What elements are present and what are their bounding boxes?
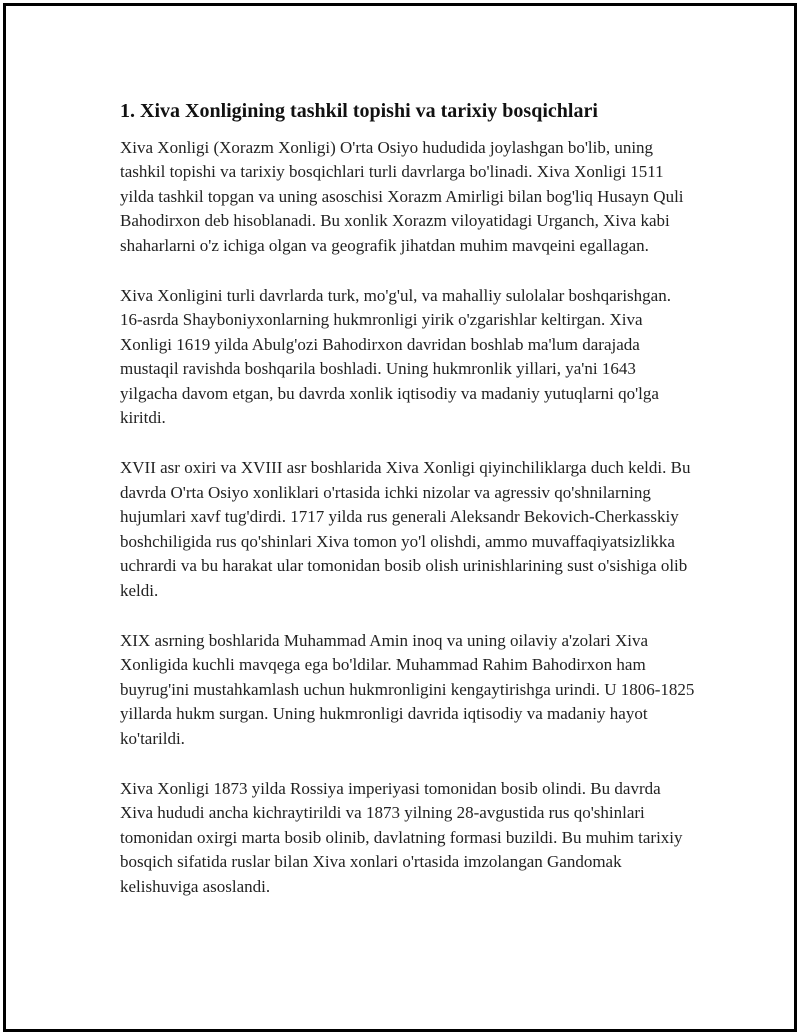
paragraph-4: XIX asrning boshlarida Muhammad Amin inoq va uning oilaviy a'zolari Xiva Xonligida kuchli mavqega ega bo'ldilar. Muhammad Rahim Bahodirxon ham buyrug'ini mustahkamlash uchun hukmronligini kengaytirishga urindi. U 1806-1825 yillarda hukm surgan. Uning hukmronligi davrida iqtisodiy va madaniy hayot ko'tarildi. xyxy=(120,630,695,748)
document-title: 1. Xiva Xonligining tashkil topishi va tarixiy bosqichlari xyxy=(120,100,598,122)
paragraph-5: Xiva Xonligi 1873 yilda Rossiya imperiyasi tomonidan bosib olindi. Bu davrda Xiva hududi ancha kichraytirildi va 1873 yilning 28-avgustida rus qo'shinlari tomonidan oxirgi marta bosib olinib, davlatning formasi buzildi. Bu muhim tarixiy bosqich sifatida ruslar bilan Xiva xonlari o'rtasida imzolangan Gandomak kelishuviga asoslandi. xyxy=(120,778,683,896)
paragraph-1: Xiva Xonligi (Xorazm Xonligi) O'rta Osiyo hududida joylashgan bo'lib, uning tashkil topishi va tarixiy bosqichlari turli davrlarga bo'linadi. Xiva Xonligi 1511 yilda tashkil topgan va uning asoschisi Xorazm Amirligi bilan bog'liq Husayn Quli Bahodirxon deb hisoblanadi. Bu xonlik Xorazm viloyatidagi Urganch, Xiva kabi shaharlarni o'z ichiga olgan va geografik jihatdan muhim mavqeini egallagan. xyxy=(120,138,684,255)
document-body xyxy=(120,98,695,925)
paragraph-3: XVII asr oxiri va XVIII asr boshlarida Xiva Xonligi qiyinchiliklarga duch keldi. Bu davrda O'rta Osiyo xonliklari o'rtasida ichki nizolar va agressiv qo'shnilarning hujumlari xavf tug'dirdi. 1717 yilda rus generali Aleksandr Bekovich-Cherkasskiy boshchiligida rus qo'shinlari Xiva tomon yo'l olishdi, ammo muvaffaqiyatsizlikka uchrardi va bu harakat ular tomonidan bosib olish urinishlarining sust o'sishiga olib keldi. xyxy=(120,458,691,600)
page-border xyxy=(3,3,797,1032)
paragraph-2: Xiva Xonligini turli davrlarda turk, mo'g'ul, va mahalliy sulolalar boshqarishgan. 16-asrda Shayboniyxonlarning hukmronligi yirik o'zgarishlar keltirgan. Xiva Xonligi 1619 yilda Abulg'ozi Bahodirxon davridan boshlab ma'lum darajada mustaqil ravishda boshqarila boshladi. Uning hukmronlik yillari, ya'ni 1643 yilgacha davom etgan, bu davrda xonlik iqtisodiy va madaniy yutuqlarni qo'lga kiritdi. xyxy=(120,286,671,428)
